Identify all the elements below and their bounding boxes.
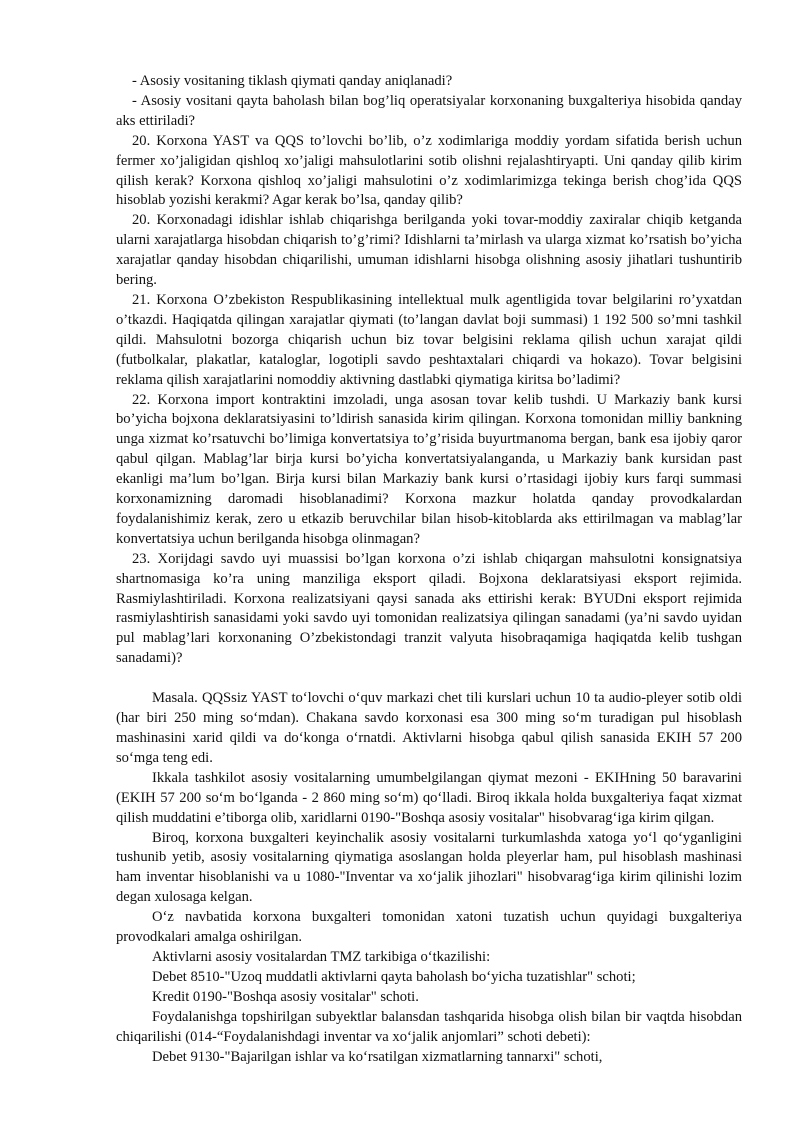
entry-debit-9130: Debet 9130-"Bajarilgan ishlar va ko‘rsatilgan xizmatlarning tannarxi" schoti,: [152, 1048, 603, 1065]
problem-statement: Masala. QQSsiz YAST to‘lovchi o‘quv markazi chet tili kurslari uchun 10 ta audio-pleyer sotib oldi (har biri 250 ming so‘mdan). Chakana savdo korxonasi esa 300 ming so‘m turadigan pul hisoblash mashinasini xarid qildi va do‘konga o‘rnatdi. Aktivlarni hisobga qabul qilish sanasida EKIH 57 200 so‘mga teng edi.: [116, 690, 742, 766]
question-bullet-2: - Asosiy vositani qayta baholash bilan bog’liq operatsiyalar korxonaning buxgalteriya hisobida qanday aks ettiriladi?: [116, 92, 742, 129]
question-bullet-1: - Asosiy vositaning tiklash qiymati qanday aniqlanadi?: [132, 73, 453, 89]
section-spacer: [116, 669, 742, 689]
problem-paragraph-3: Biroq, korxona buxgalteri keyinchalik asosiy vositalarni turkumlashda xatoga yo‘l qo‘yganligini tushunib yetib, asosiy vositalarning qiymatiga asoslangan holda pleyerlar ham, pul hisoblash mashinasi ham inventar hisoblanishi va u 1080-"Inventar va xo‘jalik jihozlari" hisobvarag‘iga kirim qilinishi lozim degan xulosaga kelgan.: [116, 829, 742, 906]
entry-heading-writeoff: Foydalanishga topshirilgan subyektlar balansdan tashqarida hisobga olish bilan bir vaqtda hisobdan chiqarilishi (014-“Foydalanishdagi inventar va xo‘jalik anjomlari” schoti debeti):: [116, 1008, 742, 1045]
question-20b: 20. Korxonadagi idishlar ishlab chiqarishga berilganda yoki tovar-moddiy zaxiralar chiqib ketganda ularni xarajatlarga hisobdan chiqarish to’g’rimi? Idishlarni ta’mirlash va ularga xizmat ko’rsatish bo’yicha xarajatlar qanday hisobdan chiqarilishi, umuman idishlarni hisobga olishning asosiy jihatlari tushuntirib bering.: [116, 212, 742, 289]
entry-debit-8510: Debet 8510-"Uzoq muddatli aktivlarni qayta baholash bo‘yicha tuzatishlar" schoti;: [152, 968, 636, 985]
entry-credit-0190: Kredit 0190-"Boshqa asosiy vositalar" schoti.: [152, 988, 419, 1005]
problem-paragraph-4: O‘z navbatida korxona buxgalteri tomonidan xatoni tuzatish uchun quyidagi buxgalteriya provodkalari amalga oshirilgan.: [116, 909, 742, 946]
document-page: [116, 72, 742, 1067]
question-21: 21. Korxona O’zbekiston Respublikasining intellektual mulk agentligida tovar belgilarini ro’yxatdan o’tkazdi. Haqiqatda qilingan xarajatlar qiymati (to’langan davlat boji summasi) 1 192 500 so’mni tashkil qildi. Mahsulotni bozorga chiqarish uchun biz tovar belgisini reklama qilish uchun xarajat qildi (futbolkalar, plakatlar, kataloglar, logotipli savdo peshtaxtalari chiqardi va hokazo). Tovar belgisini reklama qilish xarajatlarini nomoddiy aktivning dastlabki qiymatiga kiritsa bo’ladimi?: [116, 291, 742, 388]
question-20a: 20. Korxona YAST va QQS to’lovchi bo’lib, o’z xodimlariga moddiy yordam sifatida berish uchun fermer xo’jaligidan qishloq xo’jaligi mahsulotlarini sotib olishni rejalashtiryapti. Uni qanday qilib kirim qilish kerak? Korxona qishloq xo’jaligi mahsulotini o’z xodimlarimizga tekinga berish chog’ida QQS hisoblab yozishi kerakmi? Agar kerak bo’lsa, qanday qilib?: [116, 132, 742, 209]
entry-heading-transfer: Aktivlarni asosiy vositalardan TMZ tarkibiga o‘tkazilishi:: [152, 948, 491, 965]
question-22: 22. Korxona import kontraktini imzoladi, unga asosan tovar kelib tushdi. U Markaziy bank kursi bo’yicha bojxona deklaratsiyasini to’ldirish sanasida kirim qilingan. Korxona tomonidan milliy bankning unga xizmat ko’rsatuvchi bo’limiga konvertatsiya to’g’risida buyurtmanoma bergan, bank esa ijobiy qaror qabul qilgan. Mablag’lar birja kursi bo’yicha konvertatsiyalanganda, u Markaziy bank kursidan past ekanligi ma’lum bo’lgan. Birja kursi bilan Markaziy bank kursi o’rtasidagi ijobiy kurs farqi summasi korxonamizning daromadi hisoblanadimi? Korxona mazkur holatda qanday provodkalardan foydalanishimiz kerak, zero u etkazib beruvchilar bilan hisob-kitoblarda aks ettirilmagan va mablag’lar konvertatsiya uchun berilganda hisobga olinmagan?: [116, 391, 742, 547]
problem-paragraph-2: Ikkala tashkilot asosiy vositalarning umumbelgilangan qiymat mezoni - EKIHning 50 baravarini (EKIH 57 200 so‘m bo‘lganda - 2 860 ming so‘m) qo‘lladi. Biroq ikkala holda buxgalteriya faqat xizmat qilish muddatini e’tiborga olib, xaridlarni 0190-"Boshqa asosiy vositalar" hisobvarag‘iga kirim qilgan.: [116, 769, 742, 826]
question-23: 23. Xorijdagi savdo uyi muassisi bo’lgan korxona o’zi ishlab chiqargan mahsulotni konsignatsiya shartnomasiga ko’ra uning manziliga eksport qiladi. Bojxona deklaratsiyasi eksport rejimida. Rasmiylashtiriladi. Korxona realizatsiyani qaysi sanada aks ettirishi kerak: BYUDni eksport rejimida rasmiylashtirish sanasidami yoki savdo uyi tomonidan realizatsiya qilingan sanadami (ya’ni savdo uyidan pul mablag’lari korxonaning O’zbekistondagi tranzit valyuta hisobraqamiga haqiqatda kelib tushgan sanadami)?: [116, 550, 742, 667]
